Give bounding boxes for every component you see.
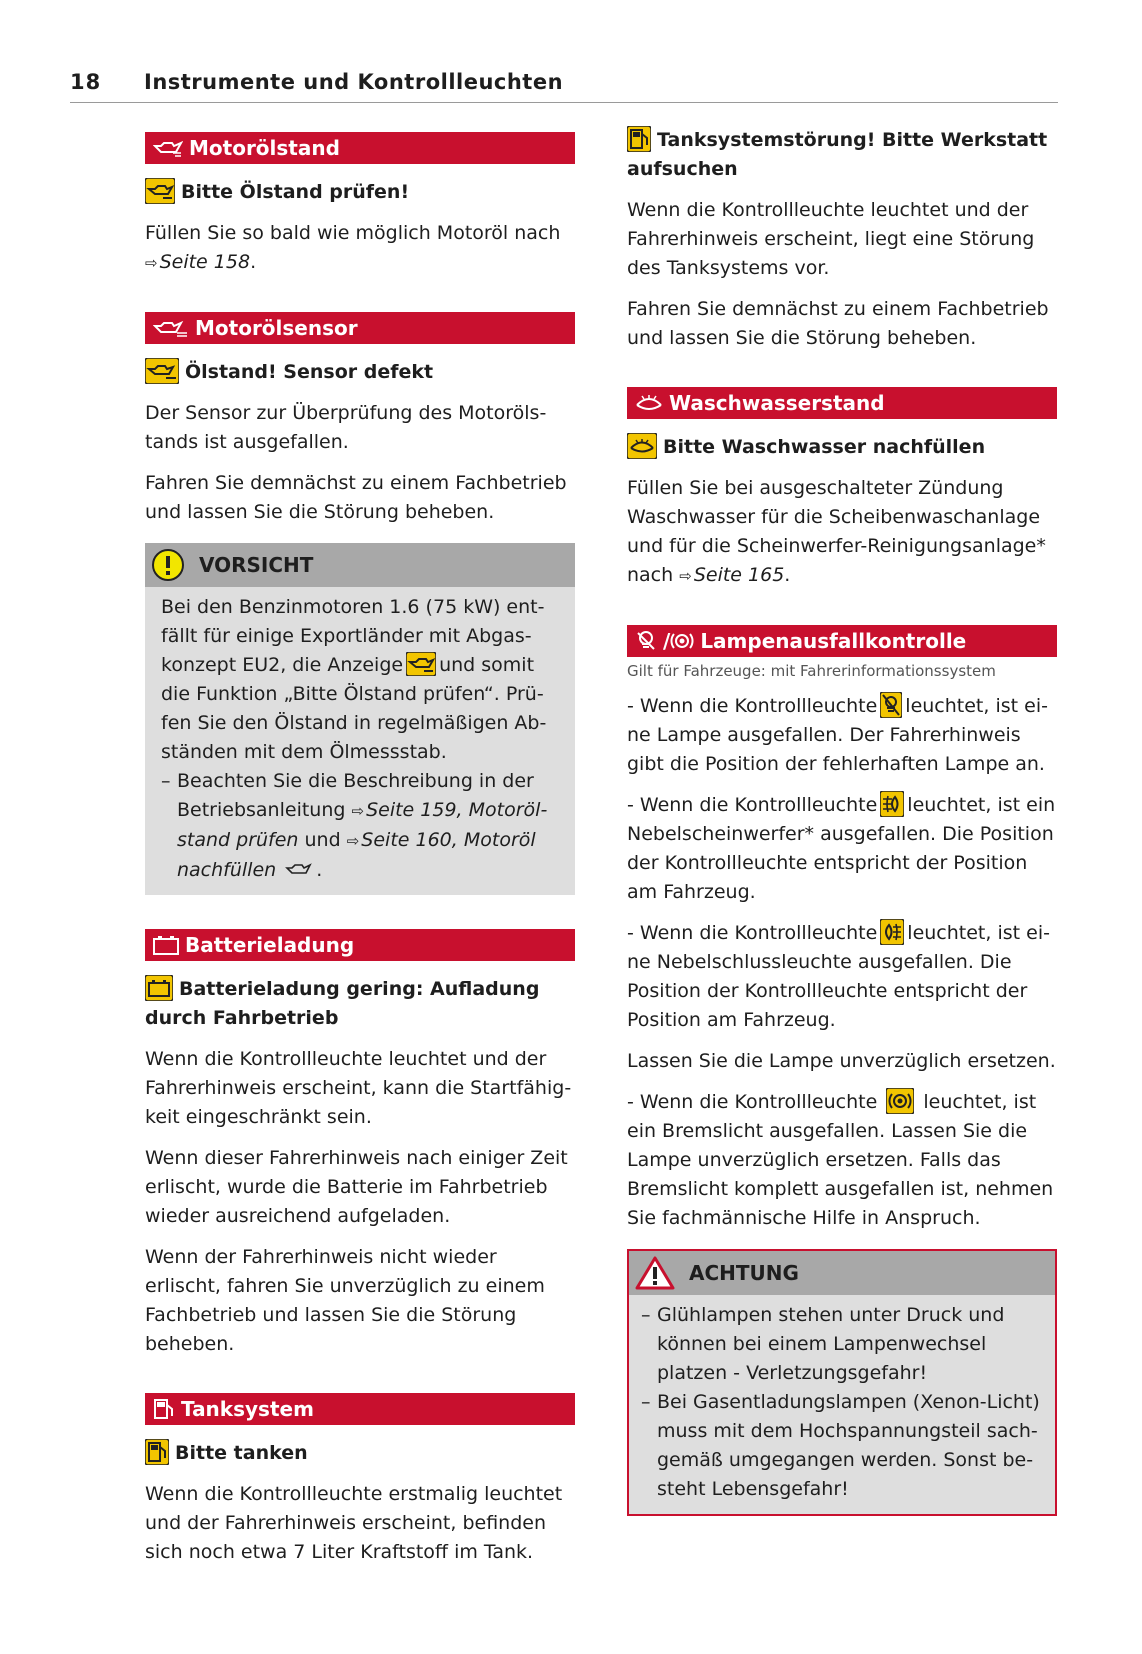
fog-light-warning-icon: [880, 791, 904, 817]
warning-bullet: [641, 1388, 1041, 1504]
bullet-text: Glühlampen stehen unter Druck und können bei einem Lampenwechsel platzen - Verletzungsgefahr!: [657, 1304, 1005, 1384]
oil-can-icon: [153, 138, 183, 158]
text: - Wenn die Kontrollleuchte: [627, 1091, 878, 1113]
arrow-right-icon: ⇨: [679, 567, 692, 585]
paragraph: Wenn dieser Fahrerhinweis nach einiger Zeit erlischt, wurde die Batterie im Fahrbetrieb wieder ausreichend aufgeladen.: [145, 1147, 568, 1227]
arrow-right-icon: ⇨: [346, 832, 360, 850]
section-bar-lampenausfallkontrolle: [627, 625, 1057, 657]
text: .: [316, 859, 323, 881]
section-title: Motorölsensor: [195, 316, 358, 340]
text: - Wenn die Kontrollleuchte: [627, 794, 878, 816]
warning-triangle-icon: [635, 1256, 675, 1290]
text: leuchtet, ist eine Nebelschlussleuchte ausgefallen. Die Position der Kontrollleuchte entspricht der Position am Fahrzeug.: [627, 922, 1050, 1031]
brake-light-warning-icon: [886, 1088, 914, 1114]
bullet-dash: –: [161, 770, 171, 792]
warning-bullet: [641, 1301, 1041, 1388]
subheading-text: Ölstand! Sensor defekt: [185, 361, 434, 383]
paragraph: [145, 219, 575, 278]
caution-title: VORSICHT: [199, 553, 314, 577]
paragraph: [627, 1088, 1057, 1233]
section-title: Lampenausfallkontrolle: [700, 629, 967, 653]
caution-header: [145, 543, 575, 587]
paragraph: [627, 474, 1057, 591]
subheading-text: Bitte tanken: [175, 1442, 308, 1464]
caution-bullet: [161, 767, 561, 885]
paragraph: [627, 791, 1057, 907]
bullet-dash: –: [641, 1391, 651, 1413]
caution-body: [145, 587, 575, 895]
paragraph: Wenn die Kontrollleuchte leuchtet und der Fahrerhinweis erscheint, liegt eine Störung des Tanksystems vor.: [627, 199, 1035, 279]
paragraph: Wenn der Fahrerhinweis nicht wieder erlischt, fahren Sie unverzüglich zu einem Fachbetrieb und lassen Sie die Störung beheben.: [145, 1246, 545, 1355]
text: .: [784, 564, 791, 586]
text: leuchtet, ist ein Nebelscheinwerfer* ausgefallen. Die Position der Kontrollleuchte entspricht der Position am Fahrzeug.: [627, 794, 1056, 903]
page-ref-link[interactable]: Seite 165: [693, 564, 785, 586]
fuel-warning-icon: [627, 126, 651, 152]
paragraph: [627, 692, 1057, 779]
bulb-failure-warning-icon: [880, 692, 902, 718]
text: und: [304, 829, 341, 851]
bullet-text: [177, 767, 561, 885]
page-ref-link[interactable]: Seite 158: [159, 251, 251, 273]
bullet-text: Bei Gasentladungslampen (Xenon-Licht) muss mit dem Hochspannungsteil sachgemäß umgegangen werden. Sonst besteht Lebensgefahr!: [657, 1391, 1040, 1500]
oil-can-icon: [285, 861, 313, 877]
text: Füllen Sie bei ausgeschalteter Zündung Waschwasser für die Scheibenwaschanlage und für die Scheinwerfer-Reinigungsanlage* nach: [627, 477, 1046, 586]
brake-light-failure-icon: [670, 630, 694, 652]
battery-warning-icon: [145, 975, 173, 1001]
text: Bei den Benzinmotoren 1.6 (75 kW) entfällt für einige Exportländer mit Abgaskonzept EU2, die Anzeige: [161, 596, 545, 676]
text: Beachten Sie die Beschreibung in der Betriebsanleitung: [177, 770, 534, 821]
page-ref-link[interactable]: Seite 159, Motorölstand prüfen: [177, 799, 548, 851]
rear-fog-light-warning-icon: [880, 919, 904, 945]
warning-box: [627, 1249, 1057, 1516]
subheading-text: Tanksystemstörung! Bitte Werkstatt aufsuchen: [627, 129, 1048, 180]
warning-title: ACHTUNG: [689, 1261, 799, 1285]
subheading: [145, 1439, 575, 1468]
exclamation-circle-icon: [151, 548, 185, 582]
subheading: [145, 178, 575, 207]
section-title: Motorölstand: [189, 136, 340, 160]
caution-text: [161, 593, 561, 767]
paragraph: [627, 919, 1057, 1035]
subheading: [627, 126, 1057, 184]
text: leuchtet, ist eine Lampe ausgefallen. Der Fahrerhinweis gibt die Position der fehlerhaften Lampe an.: [627, 695, 1048, 775]
caution-box: [145, 543, 575, 895]
applies-to-note: Gilt für Fahrzeuge: mit Fahrerinformationssystem: [627, 662, 996, 680]
paragraph: Wenn die Kontrollleuchte erstmalig leuchtet und der Fahrerhinweis erscheint, befinden sich noch etwa 7 Liter Kraftstoff im Tank.: [145, 1483, 563, 1563]
oil-sensor-icon: [153, 318, 189, 338]
subheading-text: Bitte Ölstand prüfen!: [181, 181, 410, 203]
subheading-text: Bitte Waschwasser nachfüllen: [663, 436, 986, 458]
paragraph: Fahren Sie demnächst zu einem Fachbetrieb und lassen Sie die Störung beheben.: [145, 472, 567, 523]
arrow-right-icon: ⇨: [145, 254, 158, 272]
section-title: Batterieladung: [185, 933, 355, 957]
oil-sensor-warning-icon: [145, 358, 179, 384]
section-bar-motoroelstand: [145, 132, 575, 164]
page-number: 18: [70, 70, 102, 94]
section-bar-motoroelsensor: [145, 312, 575, 344]
warning-body: [629, 1295, 1055, 1514]
warning-header: [629, 1251, 1055, 1295]
subheading: [145, 975, 575, 1033]
section-bar-batterieladung: [145, 929, 575, 961]
oil-level-warning-icon: [406, 652, 436, 676]
washer-fluid-icon: [635, 393, 663, 413]
fuel-pump-icon: [153, 1398, 175, 1420]
text: .: [250, 251, 257, 273]
section-bar-waschwasserstand: [627, 387, 1057, 419]
text: - Wenn die Kontrollleuchte: [627, 922, 878, 944]
bulb-failure-icon: [635, 630, 657, 652]
paragraph: Der Sensor zur Überprüfung des Motorölstands ist ausgefallen.: [145, 402, 547, 453]
text: - Wenn die Kontrollleuchte: [627, 695, 878, 717]
washer-fluid-warning-icon: [627, 433, 657, 459]
section-title: Tanksystem: [181, 1397, 314, 1421]
subheading: [145, 358, 575, 387]
page-ref-link[interactable]: Seite 160, Motoröl nachfüllen: [177, 829, 536, 881]
left-column: [145, 130, 575, 1567]
chapter-title: Instrumente und Kontrollleuchten: [144, 70, 564, 94]
right-column: [627, 130, 1057, 1516]
text: leuchtet, ist ein Bremslicht ausgefallen. Lassen Sie die Lampe unverzüglich ersetzen. Falls das Bremslicht komplett ausgefallen ist, nehmen Sie fachmännische Hilfe in Anspruch.: [627, 1091, 1054, 1229]
section-bar-tanksystem: [145, 1393, 575, 1425]
fuel-warning-icon: [145, 1439, 169, 1465]
paragraph: Fahren Sie demnächst zu einem Fachbetrieb und lassen Sie die Störung beheben.: [627, 298, 1049, 349]
text: und somit die Funktion „Bitte Ölstand prüfen“. Prüfen Sie den Ölstand in regelmäßigen Abständen mit dem Ölmessstab.: [161, 654, 547, 763]
section-title: Waschwasserstand: [669, 391, 885, 415]
text: Füllen Sie so bald wie möglich Motoröl nach: [145, 222, 561, 244]
bullet-dash: –: [641, 1304, 651, 1326]
page-header: [70, 70, 1058, 103]
paragraph: Wenn die Kontrollleuchte leuchtet und der Fahrerhinweis erscheint, kann die Startfähigkeit eingeschränkt sein.: [145, 1048, 572, 1128]
subheading: [627, 433, 1057, 462]
oil-level-warning-icon: [145, 178, 175, 204]
battery-icon: [153, 935, 179, 955]
title-separator: /: [663, 629, 671, 653]
paragraph: Lassen Sie die Lampe unverzüglich ersetzen.: [627, 1050, 1056, 1072]
subheading-text: Batterieladung gering: Aufladung durch Fahrbetrieb: [145, 978, 540, 1029]
arrow-right-icon: ⇨: [351, 802, 365, 820]
